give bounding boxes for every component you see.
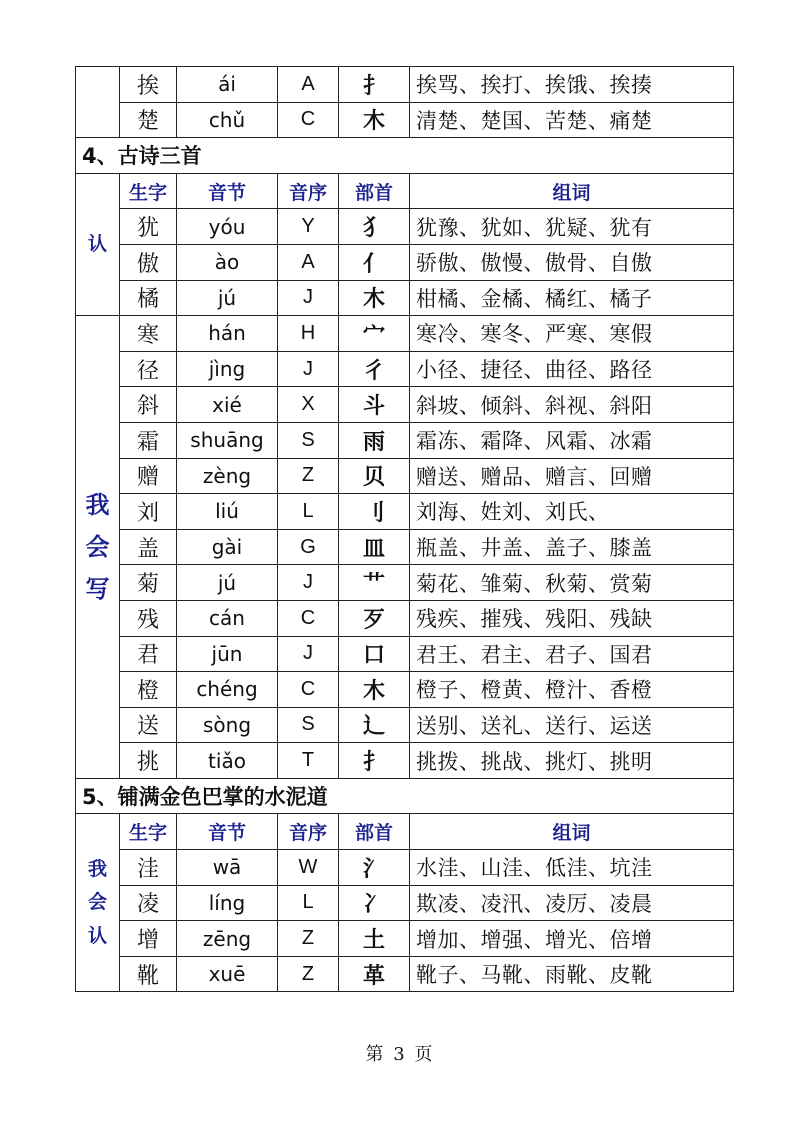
table-row — [76, 707, 734, 743]
order-cell: C — [278, 600, 339, 636]
order-cell: T — [278, 743, 339, 779]
pinyin-cell: jūn — [177, 636, 278, 672]
pinyin-cell: jú — [177, 280, 278, 316]
words-cell: 挑拨、挑战、挑灯、挑明 — [410, 743, 734, 779]
radical-cell: 艹 — [339, 565, 410, 601]
pinyin-cell: zèng — [177, 458, 278, 494]
pinyin-cell: chéng — [177, 672, 278, 708]
table-row — [76, 600, 734, 636]
order-cell: Y — [278, 209, 339, 245]
radical-cell: 皿 — [339, 529, 410, 565]
table-row — [76, 565, 734, 601]
order-cell: S — [278, 707, 339, 743]
radical-cell: 氵 — [339, 850, 410, 886]
order-cell: S — [278, 422, 339, 458]
group-label-char: 写 — [85, 575, 110, 604]
character-cell: 菊 — [120, 565, 177, 601]
order-cell: J — [278, 565, 339, 601]
radical-cell: 歹 — [339, 600, 410, 636]
table-row — [76, 351, 734, 387]
header-row — [76, 173, 734, 209]
table-row — [76, 422, 734, 458]
order-cell: L — [278, 494, 339, 530]
order-cell: Z — [278, 921, 339, 957]
table-row — [76, 636, 734, 672]
group-label-char: 我 — [85, 491, 110, 520]
order-cell: J — [278, 351, 339, 387]
table-row — [76, 387, 734, 423]
pinyin-cell: sòng — [177, 707, 278, 743]
words-cell: 柑橘、金橘、橘红、橘子 — [410, 280, 734, 316]
order-cell: L — [278, 885, 339, 921]
character-table — [75, 66, 734, 992]
character-cell: 橙 — [120, 672, 177, 708]
header-pinyin: 音节 — [177, 814, 278, 850]
table-row — [76, 67, 734, 103]
table-row — [76, 244, 734, 280]
pinyin-cell: jìng — [177, 351, 278, 387]
group-label-char: 认 — [87, 924, 107, 947]
radical-cell: 贝 — [339, 458, 410, 494]
pinyin-cell: tiǎo — [177, 743, 278, 779]
order-cell: H — [278, 316, 339, 352]
section-row — [76, 138, 734, 174]
pinyin-cell: yóu — [177, 209, 278, 245]
words-cell: 犹豫、犹如、犹疑、犹有 — [410, 209, 734, 245]
group-label-char: 会 — [87, 891, 107, 914]
radical-cell: 辶 — [339, 707, 410, 743]
words-cell: 靴子、马靴、雨靴、皮靴 — [410, 956, 734, 992]
header-radical: 部首 — [339, 814, 410, 850]
order-cell: J — [278, 280, 339, 316]
words-cell: 骄傲、傲慢、傲骨、自傲 — [410, 244, 734, 280]
radical-cell: 口 — [339, 636, 410, 672]
table-row — [76, 209, 734, 245]
pinyin-cell: chǔ — [177, 102, 278, 138]
order-cell: W — [278, 850, 339, 886]
character-cell: 径 — [120, 351, 177, 387]
group-label-char: 会 — [85, 533, 110, 562]
radical-cell: 土 — [339, 921, 410, 957]
table-row — [76, 956, 734, 992]
words-cell: 欺凌、凌汛、凌厉、凌晨 — [410, 885, 734, 921]
header-char: 生字 — [120, 173, 177, 209]
header-row — [76, 814, 734, 850]
order-cell: A — [278, 244, 339, 280]
pinyin-cell: gài — [177, 529, 278, 565]
words-cell: 瓶盖、井盖、盖子、膝盖 — [410, 529, 734, 565]
character-cell: 楚 — [120, 102, 177, 138]
character-cell: 挨 — [120, 67, 177, 103]
character-cell: 刘 — [120, 494, 177, 530]
section-title: 4、古诗三首 — [76, 138, 734, 174]
pinyin-cell: hán — [177, 316, 278, 352]
table-row — [76, 885, 734, 921]
header-char: 生字 — [120, 814, 177, 850]
character-cell: 斜 — [120, 387, 177, 423]
pinyin-cell: líng — [177, 885, 278, 921]
table-row — [76, 458, 734, 494]
radical-cell: 木 — [339, 102, 410, 138]
words-cell: 清楚、楚国、苦楚、痛楚 — [410, 102, 734, 138]
words-cell: 挨骂、挨打、挨饿、挨揍 — [410, 67, 734, 103]
table-row — [76, 850, 734, 886]
table-row — [76, 529, 734, 565]
pinyin-cell: ào — [177, 244, 278, 280]
section-title: 5、铺满金色巴掌的水泥道 — [76, 778, 734, 814]
group-label-recognize — [76, 814, 120, 992]
order-cell: A — [278, 67, 339, 103]
words-cell: 小径、捷径、曲径、路径 — [410, 351, 734, 387]
radical-cell: 犭 — [339, 209, 410, 245]
character-cell: 盖 — [120, 529, 177, 565]
words-cell: 斜坡、倾斜、斜视、斜阳 — [410, 387, 734, 423]
order-cell: J — [278, 636, 339, 672]
header-radical: 部首 — [339, 173, 410, 209]
pinyin-cell: zēng — [177, 921, 278, 957]
pinyin-cell: wā — [177, 850, 278, 886]
character-cell: 送 — [120, 707, 177, 743]
words-cell: 刘海、姓刘、刘氏、 — [410, 494, 734, 530]
table-row — [76, 102, 734, 138]
table-row — [76, 743, 734, 779]
radical-cell: 木 — [339, 280, 410, 316]
radical-cell: 木 — [339, 672, 410, 708]
pinyin-cell: xuē — [177, 956, 278, 992]
character-cell: 寒 — [120, 316, 177, 352]
header-words: 组词 — [410, 173, 734, 209]
table-row — [76, 280, 734, 316]
words-cell: 橙子、橙黄、橙汁、香橙 — [410, 672, 734, 708]
pinyin-cell: jú — [177, 565, 278, 601]
header-order: 音序 — [278, 814, 339, 850]
character-cell: 凌 — [120, 885, 177, 921]
radical-cell: 冫 — [339, 885, 410, 921]
words-cell: 寒冷、寒冬、严寒、寒假 — [410, 316, 734, 352]
pinyin-cell: liú — [177, 494, 278, 530]
table-row — [76, 316, 734, 352]
character-cell: 增 — [120, 921, 177, 957]
order-cell: Z — [278, 458, 339, 494]
radical-cell: 宀 — [339, 316, 410, 352]
table-row — [76, 921, 734, 957]
character-cell: 霜 — [120, 422, 177, 458]
header-pinyin: 音节 — [177, 173, 278, 209]
page-number: 第 3 页 — [365, 1044, 435, 1065]
character-cell: 洼 — [120, 850, 177, 886]
header-order: 音序 — [278, 173, 339, 209]
radical-cell: 扌 — [339, 743, 410, 779]
character-cell: 犹 — [120, 209, 177, 245]
radical-cell: 刂 — [339, 494, 410, 530]
character-cell: 橘 — [120, 280, 177, 316]
character-cell: 君 — [120, 636, 177, 672]
words-cell: 水洼、山洼、低洼、坑洼 — [410, 850, 734, 886]
order-cell: C — [278, 102, 339, 138]
character-cell: 残 — [120, 600, 177, 636]
radical-cell: 扌 — [339, 67, 410, 103]
section-row — [76, 778, 734, 814]
header-words: 组词 — [410, 814, 734, 850]
pinyin-cell: xié — [177, 387, 278, 423]
character-cell: 挑 — [120, 743, 177, 779]
radical-cell: 彳 — [339, 351, 410, 387]
character-cell: 靴 — [120, 956, 177, 992]
table-row — [76, 494, 734, 530]
pinyin-cell: cán — [177, 600, 278, 636]
order-cell: Z — [278, 956, 339, 992]
character-cell: 傲 — [120, 244, 177, 280]
order-cell: C — [278, 672, 339, 708]
character-cell: 赠 — [120, 458, 177, 494]
words-cell: 残疾、摧残、残阳、残缺 — [410, 600, 734, 636]
group-label-char: 我 — [87, 858, 107, 881]
radical-cell: 雨 — [339, 422, 410, 458]
order-cell: G — [278, 529, 339, 565]
group-label-write — [76, 316, 120, 779]
words-cell: 菊花、雏菊、秋菊、赏菊 — [410, 565, 734, 601]
continued-group-cell — [76, 67, 120, 138]
words-cell: 送别、送礼、送行、运送 — [410, 707, 734, 743]
pinyin-cell: shuāng — [177, 422, 278, 458]
words-cell: 君王、君主、君子、国君 — [410, 636, 734, 672]
radical-cell: 亻 — [339, 244, 410, 280]
radical-cell: 斗 — [339, 387, 410, 423]
radical-cell: 革 — [339, 956, 410, 992]
words-cell: 霜冻、霜降、风霜、冰霜 — [410, 422, 734, 458]
order-cell: X — [278, 387, 339, 423]
group-label-recognize: 认 — [76, 173, 120, 315]
words-cell: 增加、增强、增光、倍增 — [410, 921, 734, 957]
pinyin-cell: ái — [177, 67, 278, 103]
table-row — [76, 672, 734, 708]
words-cell: 赠送、赠品、赠言、回赠 — [410, 458, 734, 494]
